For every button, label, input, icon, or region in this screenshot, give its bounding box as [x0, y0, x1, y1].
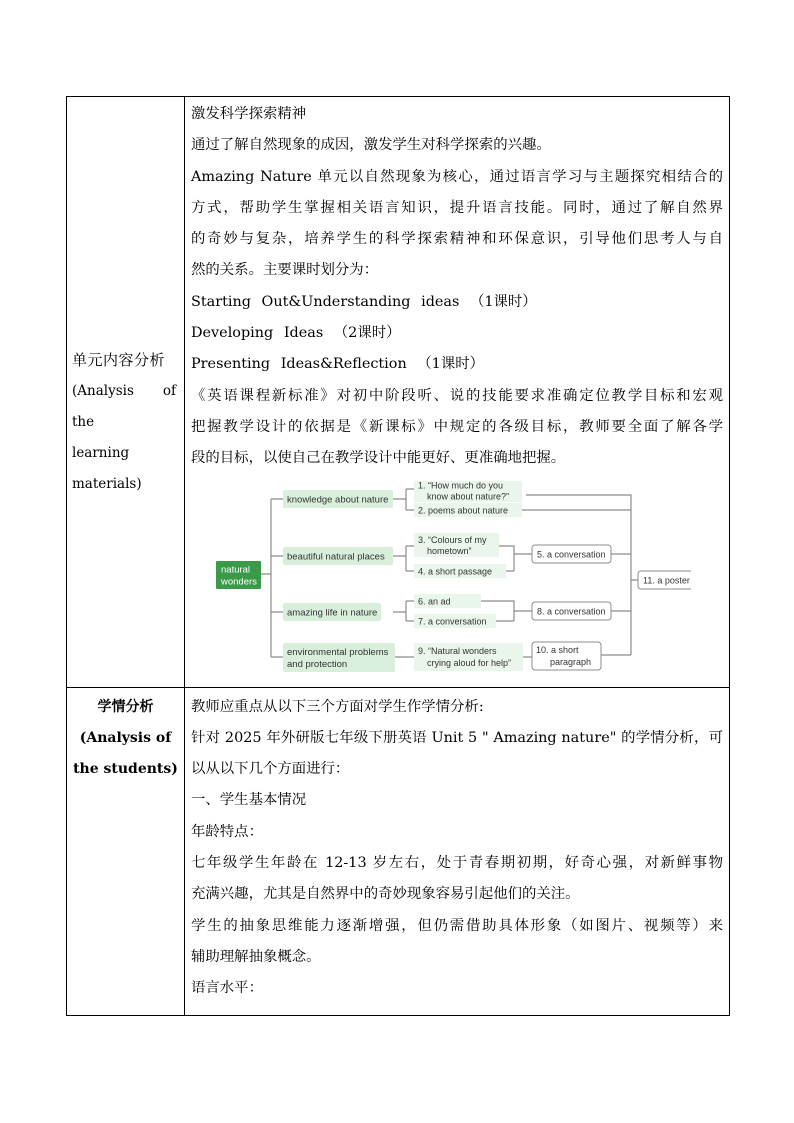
table-row	[67, 687, 730, 1015]
paragraph: 通过了解自然现象的成因，激发学生对科学探索的兴趣。	[191, 137, 551, 154]
diagram-root-label: wonders	[221, 576, 257, 588]
label-cell-content-analysis	[67, 97, 185, 688]
diagram-topic-label: beautiful natural places	[287, 551, 385, 563]
diagram-item-label: know about nature?”	[427, 491, 510, 502]
paragraph: 辅助理解抽象概念。	[191, 948, 321, 965]
diagram-item-label: 9. “Natural wonders	[418, 645, 497, 656]
paragraph: 把握教学设计的依据是《新课标》中规定的各级目标，教师要全面了解各学	[191, 418, 723, 435]
paragraph: 年龄特点：	[191, 823, 263, 840]
paragraph: 充满兴趣，尤其是自然界中的奇妙现象容易引起他们的关注。	[191, 886, 580, 903]
unit-structure-diagram	[211, 481, 691, 677]
diagram-mid-label: 8. a conversation	[537, 606, 606, 617]
paragraph: 教师应重点从以下三个方面对学生作学情分析:	[191, 698, 484, 715]
paragraph: 学生的抽象思维能力逐渐增强，但仍需借助具体形象（如图片、视频等）来	[191, 917, 723, 934]
paragraph: 段的目标，以使自己在教学设计中能更好、更准确地把握。	[191, 450, 566, 467]
diagram-mid-label: paragraph	[550, 656, 592, 667]
label-title-en-3: materials)	[72, 476, 142, 492]
label-title-en-2: the students)	[73, 760, 178, 777]
label-cell-student-analysis	[67, 687, 185, 1015]
diagram-topic-label: knowledge about nature	[287, 494, 389, 506]
paragraph: Amazing Nature 单元以自然现象为核心，通过语言学习与主题探究相结合的	[191, 168, 723, 185]
paragraph: 《英语课程新标准》对初中阶段听、说的技能要求准确定位教学目标和宏观	[191, 387, 723, 404]
label-title-zh: 学情分析	[97, 698, 154, 715]
paragraph: 然的关系。主要课时划分为：	[191, 262, 379, 279]
diagram-item-label: 2. poems about nature	[418, 505, 509, 516]
paragraph: 语言水平：	[191, 980, 263, 997]
diagram-item-label: 3. “Colours of my	[418, 534, 487, 545]
lesson-item: Starting Out&Understanding ideas （1课时）	[191, 293, 537, 310]
paragraph: 的奇妙与复杂，培养学生的科学探索精神和环保意识，引导他们思考人与自	[191, 231, 723, 248]
paragraph: 以从以下几个方面进行：	[191, 761, 350, 778]
lesson-item: Developing Ideas （2课时）	[191, 325, 401, 342]
diagram-topic-label: and protection	[287, 658, 348, 670]
paragraph: 方式，帮助学生掌握相关语言知识，提升语言技能。同时，通过了解自然界	[191, 199, 723, 216]
diagram-topic-label: environmental problems	[287, 646, 389, 658]
diagram-item-label: 6. an ad	[418, 596, 451, 607]
diagram-topic-label: amazing life in nature	[287, 607, 378, 619]
lesson-plan-table	[66, 96, 730, 1016]
lesson-item: Presenting Ideas&Reflection （1课时）	[191, 356, 485, 373]
diagram-item-label: crying aloud for help”	[427, 657, 512, 668]
label-title-en-1: (Analysis of the	[72, 383, 176, 430]
section-heading: 一、学生基本情况	[191, 792, 307, 809]
paragraph: 针对 2025 年外研版七年级下册英语 Unit 5 " Amazing nature" 的学情分析，可	[191, 729, 723, 746]
diagram-item-label: 7. a conversation	[418, 616, 487, 627]
content-cell-student-analysis	[185, 687, 730, 1015]
diagram-item-label: 1. “How much do you	[418, 480, 504, 491]
paragraph: 激发科学探索精神	[191, 106, 307, 122]
diagram-mid-label: 10. a short	[536, 644, 579, 655]
table-row	[67, 97, 730, 688]
diagram-item-label: hometown”	[427, 545, 472, 556]
label-title-en-1: (Analysis of	[79, 729, 172, 746]
label-title-zh: 单元内容分析	[72, 351, 166, 369]
diagram-item-label: 4. a short passage	[418, 566, 493, 577]
label-title-en-2: learning	[72, 445, 130, 461]
content-cell-analysis	[185, 97, 730, 688]
diagram-final-label: 11. a poster	[643, 575, 690, 586]
diagram-root-label: natural	[221, 564, 251, 576]
diagram-mid-label: 5. a conversation	[537, 549, 606, 560]
paragraph: 七年级学生年龄在 12-13 岁左右，处于青春期初期，好奇心强，对新鲜事物	[191, 855, 723, 872]
